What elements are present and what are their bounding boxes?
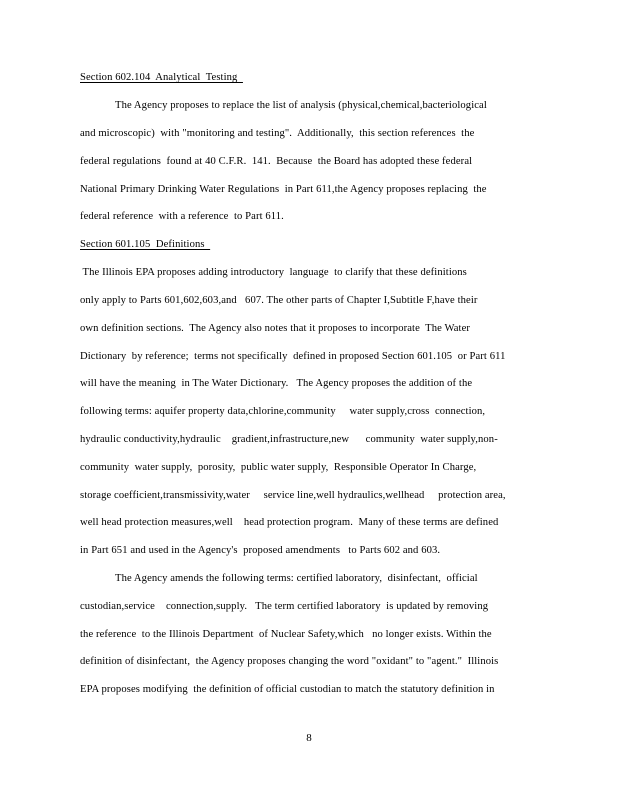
text-line: federal regulations found at 40 C.F.R. 141. Because the Board has adopted these federal [80, 156, 473, 167]
text-line: own definition sections. The Agency also notes that it proposes to incorporate The Water [80, 323, 471, 334]
text-line: community water supply, porosity, public water supply, Responsible Operator In Charge, [80, 462, 477, 473]
text-line: well head protection measures,well head protection program. Many of these terms are defined [80, 517, 499, 528]
text-line: in Part 651 and used in the Agency's proposed amendments to Parts 602 and 603. [80, 545, 441, 556]
text-line: hydraulic conductivity,hydraulic gradient,infrastructure,new community water supply,non- [80, 434, 498, 445]
text-line: The Agency amends the following terms: certified laboratory, disinfectant, official [115, 573, 478, 584]
text-line: The Illinois EPA proposes adding introductory language to clarify that these definitions [80, 267, 467, 278]
text-line: definition of disinfectant, the Agency proposes changing the word "oxidant" to "agent." Illinois [80, 656, 499, 667]
text-line: following terms: aquifer property data,chlorine,community water supply,cross connection, [80, 406, 486, 417]
text-line: will have the meaning in The Water Dictionary. The Agency proposes the addition of the [80, 378, 473, 389]
text-line: EPA proposes modifying the definition of official custodian to match the statutory definition in [80, 684, 495, 695]
text-line: National Primary Drinking Water Regulations in Part 611,the Agency proposes replacing the [80, 184, 487, 195]
page-number: 8 [306, 732, 312, 744]
text-line: The Agency proposes to replace the list of analysis (physical,chemical,bacteriological [115, 100, 487, 111]
text-line: Dictionary by reference; terms not specifically defined in proposed Section 601.105 or Part 611 [80, 351, 506, 362]
text-line: and microscopic) with "monitoring and testing". Additionally, this section references the [80, 128, 475, 139]
section-601-105-heading: Section 601.105 Definitions [80, 239, 211, 250]
text-line: the reference to the Illinois Department of Nuclear Safety,which no longer exists. Within the [80, 629, 492, 640]
text-line: federal reference with a reference to Part 611. [80, 211, 284, 222]
text-line: only apply to Parts 601,602,603,and 607. The other parts of Chapter I,Subtitle F,have their [80, 295, 478, 306]
text-line: storage coefficient,transmissivity,water service line,well hydraulics,wellhead protection area, [80, 490, 506, 501]
section-602-104-heading: Section 602.104 Analytical Testing [80, 72, 243, 83]
text-line: custodian,service connection,supply. The term certified laboratory is updated by removing [80, 601, 489, 612]
